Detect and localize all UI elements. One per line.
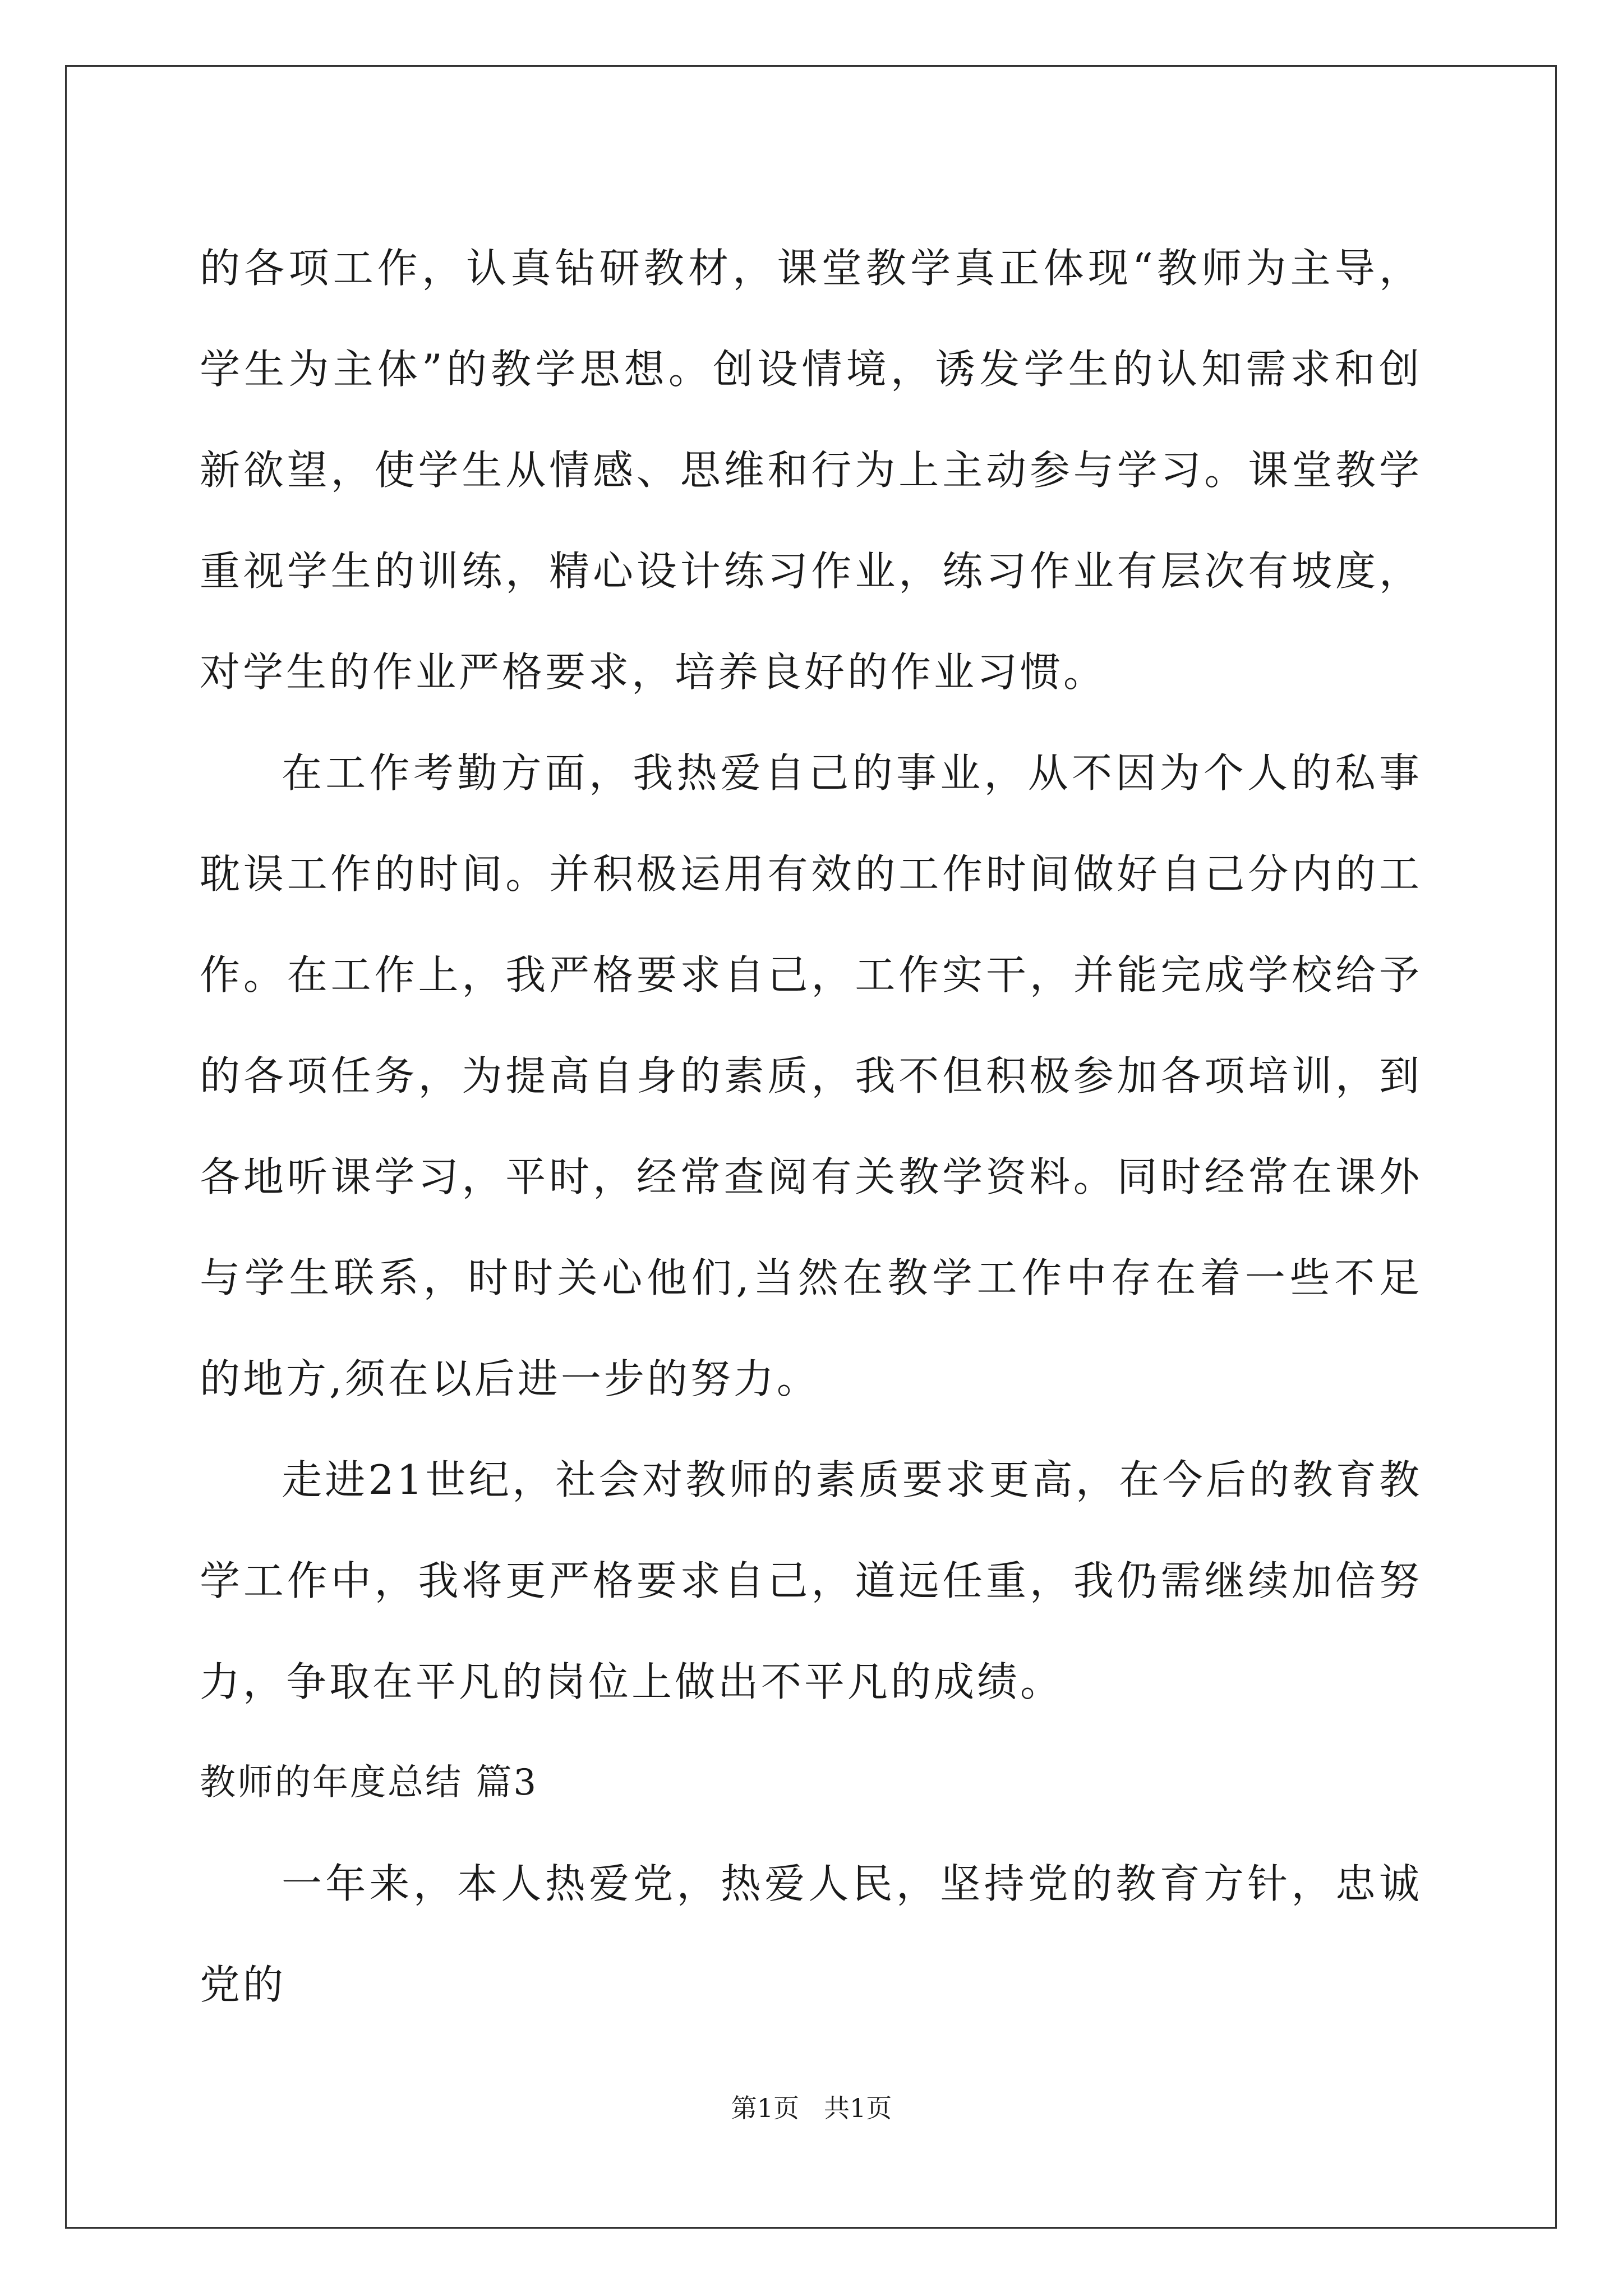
page-footer bbox=[0, 2091, 1623, 2125]
paragraph-2: 在工作考勤方面，我热爱自己的事业，从不因为个人的私事耽误工作的时间。并积极运用有效的工作时间做好自己分内的工作。在工作上，我严格要求自己，工作实干，并能完成学校给予的各项任务，为提高自身的素质，我不但积极参加各项培训，到各地听课学习，平时，经常查阅有关教学资料。同时经常在课外与学生联系，时时关心他们,当然在教学工作中存在着一些不足的地方,须在以后进一步的努力。 bbox=[200, 749, 1422, 1402]
paragraph-1: 的各项工作，认真钻研教材，课堂教学真正体现“教师为主导，学生为主体”的教学思想。创设情境，诱发学生的认知需求和创新欲望，使学生从情感、思维和行为上主动参与学习。课堂教学重视学生的训练，精心设计练习作业，练习作业有层次有坡度，对学生的作业严格要求，培养良好的作业习惯。 bbox=[200, 245, 1422, 696]
page-number: 第1页 bbox=[731, 2093, 800, 2123]
paragraph-3: 走进21世纪，社会对教师的素质要求更高，在今后的教育教学工作中，我将更严格要求自己，道远任重，我仍需继续加倍努力，争取在平凡的岗位上做出不平凡的成绩。 bbox=[200, 1456, 1422, 1705]
paragraph-4: 一年来，本人热爱党，热爱人民，坚持党的教育方针，忠诚党的 bbox=[200, 1860, 1422, 2008]
document-body bbox=[200, 218, 1422, 2035]
section-heading: 教师的年度总结 篇3 bbox=[200, 1762, 538, 1803]
page-total: 共1页 bbox=[823, 2093, 892, 2123]
